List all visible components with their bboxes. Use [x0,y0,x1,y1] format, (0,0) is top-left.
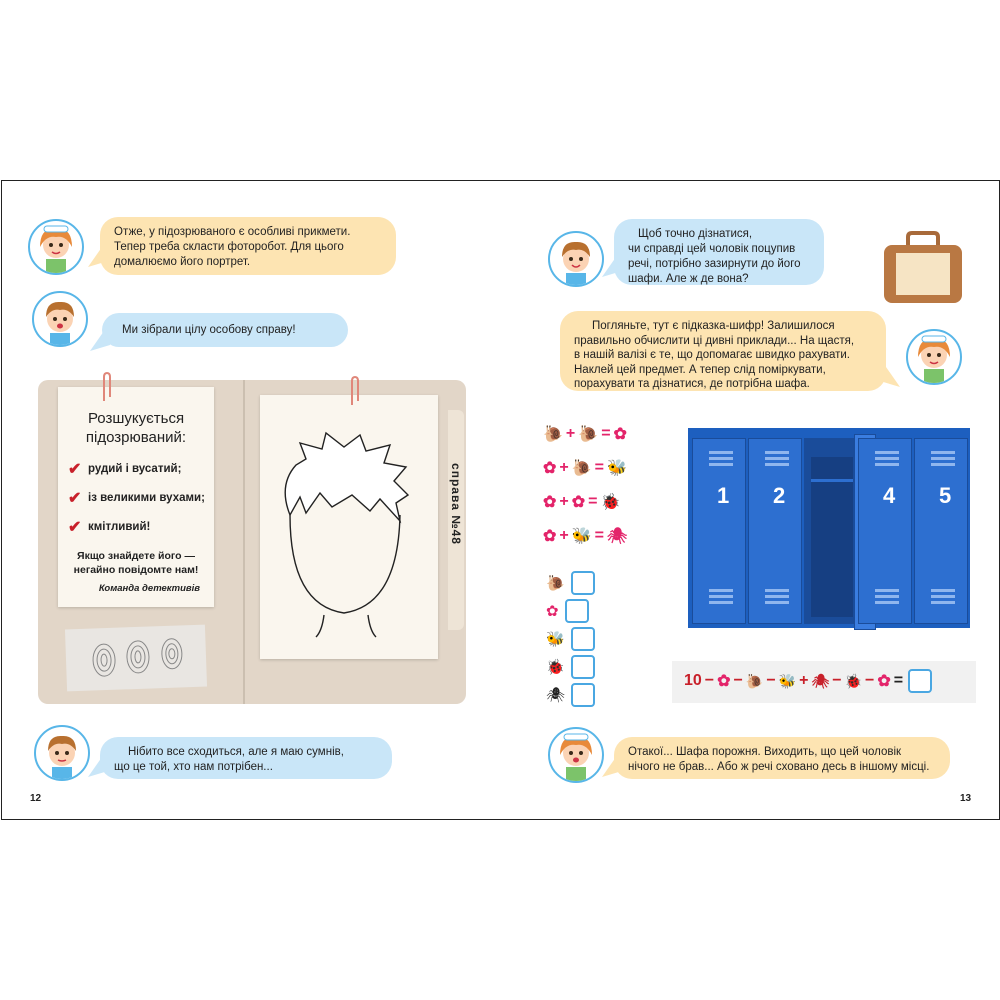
answer-box[interactable] [565,599,589,623]
cipher-formula-strip [672,661,976,703]
checkmark-icon: ✔ [68,461,82,478]
bubble-line: чи справді цей чоловік поцупив [628,243,796,255]
girl-avatar [548,727,604,783]
bubble-line: Щоб точно дізнатися, [638,228,753,240]
fingerprint-tape [65,625,207,692]
snail-icon: 🐌 [578,426,599,443]
checkmark-icon: ✔ [68,519,82,536]
speech-bubble-4 [614,219,824,285]
trait-item: ✔ кмітливий! [68,519,151,536]
spider-icon: 🕷 [607,528,628,545]
speech-bubble-1 [100,217,396,275]
wanted-notice [58,387,214,607]
folder-fold [243,380,245,704]
answer-row [546,683,595,707]
bubble-line: правильно обчислити ці дивні приклади... На щастя, [574,334,855,347]
speech-bubble-3 [100,737,392,779]
locker-4[interactable] [858,438,912,624]
bubble-line: порахувати та дізнатися, де потрібна шафа. [574,378,810,390]
formula-operator: + [799,672,809,689]
face-outline-drawing [260,395,438,659]
boy-avatar [548,231,604,287]
bubble-tail [88,247,108,267]
boy-avatar [32,291,88,347]
snail-icon: 🐌 [546,575,565,592]
answer-box[interactable] [571,571,595,595]
checkmark-icon: ✔ [68,490,82,507]
answer-box[interactable] [571,683,595,707]
page-number-right: 13 [960,793,972,804]
bee-icon: 🐝 [571,528,592,545]
flower-icon: ✿ [546,603,559,620]
fingerprint-icon [65,625,207,692]
formula-operator: − [733,672,743,689]
ladybug-icon: 🐞 [546,659,565,676]
bubble-tail [602,257,622,277]
flower-icon: ✿ [543,528,557,545]
case-label-wrap [446,439,466,569]
formula-start-number: 10 [684,672,702,689]
formula-operator: − [865,672,875,689]
bubble-line: Отже, у підозрюваного є особливі прикмети. [114,226,351,238]
portrait-sheet [260,395,438,659]
girl-avatar [906,329,962,385]
bee-icon: 🐝 [778,672,797,689]
boy-avatar [34,725,90,781]
flower-icon: ✿ [877,673,891,690]
locker-2[interactable] [748,438,802,624]
bubble-line: Ми зібрали цілу особову справу! [122,324,296,336]
snail-icon: 🐌 [571,460,592,477]
suitcase-sticker-slot [882,229,964,307]
bubble-line: шафи. Але ж де вона? [628,273,749,285]
equation-row: 🐌 + 🐌 = ✿ [543,425,627,443]
bubble-line: речі, потрібно зазирнути до його [628,258,801,270]
locker-shelf [811,479,853,482]
bee-icon: 🐝 [546,631,565,648]
locker-number: 4 [883,483,896,508]
formula-operator: − [832,672,842,689]
wanted-signature: Команда детективів [98,583,200,594]
equation-row: ✿ + 🐌 = 🐝 [543,459,627,477]
trait-item: ✔ рудий і вусатий; [68,461,182,478]
spider-icon: 🕷 [546,687,566,704]
speech-bubble-2 [102,313,348,347]
formula-operator: − [766,672,776,689]
formula-operator: − [704,672,715,689]
bubble-line: домалюємо його портрет. [114,256,251,268]
equation-row: ✿ + 🐝 = 🕷 [543,527,628,545]
locker-number: 2 [773,483,786,508]
bubble-line: що це той, хто нам потрібен... [114,761,273,773]
bubble-line: в нашій валізі є те, що допомагає швидко рахувати. [574,349,850,361]
bubble-line: Нібито все сходиться, але я маю сумнів, [128,746,344,758]
trait-item: ✔ із великими вухами; [68,490,205,507]
book-spread [1,180,1000,820]
flower-icon: ✿ [543,460,557,477]
snail-icon: 🐌 [543,426,563,443]
equation-row: ✿ + ✿ = 🐞 [543,493,621,511]
flower-icon: ✿ [543,494,557,511]
flower-icon: ✿ [717,673,731,690]
case-label: справа №48 [449,463,464,545]
ladybug-icon: 🐞 [844,672,863,689]
answer-row [546,571,595,595]
page-number-left: 12 [30,793,42,804]
bee-icon: 🐝 [607,460,627,477]
bubble-tail [88,757,108,777]
cipher-formula: 10 − ✿ − 🐌 − 🐝 + 🕷 − 🐞 − ✿ = [684,669,932,693]
bubble-tail [602,757,622,777]
lockers-illustration [688,428,970,628]
formula-answer-box[interactable] [908,669,932,693]
bubble-tail [880,367,900,387]
locker-number: 5 [939,483,952,508]
bubble-line: Погляньте, тут є підказка-шифр! Залишилося [592,320,835,332]
flower-icon: ✿ [571,494,586,511]
bubble-line: Тепер треба скласти фоторобот. Для цього [114,241,344,253]
answer-row [546,627,595,651]
locker-5[interactable] [914,438,968,624]
paperclip-icon [348,375,362,409]
answer-box[interactable] [571,655,595,679]
bubble-tail [90,331,110,351]
locker-3-open[interactable] [804,438,858,624]
answer-row [546,655,595,679]
locker-number: 1 [717,483,730,508]
snail-icon: 🐌 [745,672,764,689]
answer-row [546,599,589,623]
flower-icon: ✿ [613,426,627,443]
wanted-title: Розшукується підозрюваний: [85,410,187,446]
speech-bubble-6 [614,737,950,779]
traits-list [58,459,214,537]
answer-box[interactable] [571,627,595,651]
wanted-note: Якщо знайдете його — негайно повідомте нам! [73,550,199,576]
girl-avatar [28,219,84,275]
bubble-line: Наклей цей предмет. А тепер слід поміркувати, [574,363,826,376]
speech-bubble-5 [560,311,886,391]
bubble-line: Отакої... Шафа порожня. Виходить, що цей чоловік [628,746,902,758]
ladybug-icon: 🐞 [600,494,621,511]
paperclip-icon [100,371,114,405]
locker-1[interactable] [692,438,746,624]
spider-icon: 🕷 [811,672,830,689]
bubble-line: нічого не брав... Або ж речі сховано десь в іншому місці. [628,761,930,773]
